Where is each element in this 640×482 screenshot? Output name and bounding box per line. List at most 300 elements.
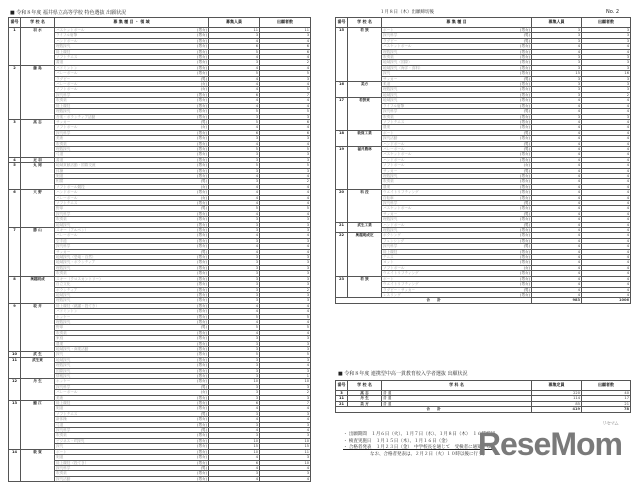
applicants: 4 bbox=[260, 476, 311, 481]
capacity: 4 bbox=[532, 217, 582, 222]
applicants: 3 bbox=[582, 87, 631, 92]
applicants: 4 bbox=[260, 309, 311, 314]
gender-type: (男女) bbox=[492, 179, 532, 184]
course-name: 普 通 bbox=[382, 401, 532, 406]
category-label: 地域探究 bbox=[55, 222, 167, 227]
category-label: ソフトボール bbox=[382, 265, 492, 270]
capacity: 220 bbox=[532, 391, 582, 396]
category-label: 地域貢献活動・国際交流 bbox=[55, 163, 167, 168]
gender-type: (男女) bbox=[167, 379, 209, 384]
capacity: 3 bbox=[209, 368, 260, 373]
applicants: 4 bbox=[260, 244, 311, 249]
capacity: 5 bbox=[209, 49, 260, 54]
gender-type: (男女) bbox=[167, 65, 209, 70]
school-number: 13 bbox=[9, 401, 21, 450]
capacity: 4 bbox=[209, 98, 260, 103]
school-number: 6 bbox=[9, 190, 21, 228]
capacity: 6 bbox=[209, 92, 260, 97]
applicants: 4 bbox=[260, 233, 311, 238]
applicants: 6 bbox=[260, 49, 311, 54]
applicants: 4 bbox=[582, 98, 631, 103]
school-name: 坂 井 bbox=[21, 303, 55, 352]
capacity: 4 bbox=[532, 168, 582, 173]
column-header: 番号 bbox=[336, 381, 348, 391]
gender-type: (男) bbox=[492, 287, 532, 292]
capacity: 3 bbox=[209, 179, 260, 184]
category-label: 吹奏楽 bbox=[382, 55, 492, 60]
category-label: 相撲 bbox=[55, 179, 167, 184]
gender-type: (男) bbox=[492, 244, 532, 249]
category-label: バスケットボール bbox=[55, 28, 167, 33]
school-name: 奥越明成定 bbox=[348, 233, 382, 276]
gender-type: (男女) bbox=[492, 55, 532, 60]
capacity: 3 bbox=[532, 60, 582, 65]
gender-type: (男女) bbox=[167, 255, 209, 260]
category-label: 探究科学 bbox=[55, 244, 167, 249]
applicants: 3 bbox=[260, 76, 311, 81]
capacity: 4 bbox=[209, 465, 260, 470]
school-name: 鯖 江 bbox=[21, 401, 55, 450]
applicants: 3 bbox=[260, 384, 311, 389]
applicants: 4 bbox=[582, 173, 631, 178]
school-number: 3 bbox=[9, 119, 21, 157]
category-label: フェンシング bbox=[382, 238, 492, 243]
gender-type: (男) bbox=[167, 249, 209, 254]
capacity: 4 bbox=[532, 249, 582, 254]
capacity: 11 bbox=[209, 28, 260, 33]
column-header: 募集定員 bbox=[532, 381, 582, 391]
applicants: 4 bbox=[260, 465, 311, 470]
applicants: 17 bbox=[582, 396, 631, 401]
school-number: 11 bbox=[336, 396, 348, 401]
gender-type: (男女) bbox=[492, 184, 532, 189]
category-label: 探究活動 bbox=[382, 136, 492, 141]
applicants: 1 bbox=[260, 374, 311, 379]
applicants: 3 bbox=[582, 76, 631, 81]
applicants: 4 bbox=[582, 168, 631, 173]
school-name: 高 志 bbox=[348, 391, 382, 396]
category-label: 剣道 bbox=[55, 406, 167, 411]
column-header: 学 校 名 bbox=[348, 381, 382, 391]
applicants: 4 bbox=[582, 136, 631, 141]
category-label: 探究科学 bbox=[55, 130, 167, 135]
school-number: 8 bbox=[9, 276, 21, 303]
category-label: 理数探究 bbox=[382, 87, 492, 92]
category-label: 理数探究 bbox=[382, 49, 492, 54]
gender-type: (男女) bbox=[167, 401, 209, 406]
category-label: 地域探究 bbox=[55, 357, 167, 362]
gender-type: (男女) bbox=[167, 157, 209, 162]
gender-type: (男女) bbox=[492, 249, 532, 254]
capacity: 4 bbox=[532, 255, 582, 260]
school-name: 藤 島 bbox=[21, 65, 55, 119]
gender-type: (男女) bbox=[167, 330, 209, 335]
gender-type: (男女) bbox=[167, 438, 209, 443]
applicants: 3 bbox=[582, 28, 631, 33]
category-label: テニス bbox=[382, 255, 492, 260]
category-label: ウエイトリフティング bbox=[382, 271, 492, 276]
gender-type: (男女) bbox=[167, 217, 209, 222]
category-label: 美術 bbox=[55, 395, 167, 400]
capacity: 4 bbox=[532, 190, 582, 195]
category-label: 探究科学 bbox=[382, 33, 492, 38]
total-label: 合 計 bbox=[336, 407, 532, 412]
applicants: 3 bbox=[260, 368, 311, 373]
school-name: 敦 賀 bbox=[21, 449, 55, 481]
gender-type: (男女) bbox=[167, 346, 209, 351]
column-header: 学 校 名 bbox=[21, 18, 55, 28]
capacity: 4 bbox=[532, 282, 582, 287]
category-label: ソフトボール bbox=[55, 87, 167, 92]
total-applicants: 1006 bbox=[582, 298, 631, 303]
gender-type: (男女) bbox=[167, 222, 209, 227]
note-result-detail: なお、合格者発表は、２月２日（火）１０時以後に行う。 bbox=[343, 451, 487, 457]
gender-type: (男女) bbox=[167, 98, 209, 103]
applicants: 4 bbox=[582, 157, 631, 162]
gender-type: (男女) bbox=[167, 136, 209, 141]
gender-type: (男) bbox=[492, 146, 532, 151]
school-number: 7 bbox=[9, 228, 21, 277]
note-period: ・ 出願期間 １月６日（火）、１月７日（水）、１月８日（木） １６時締切 bbox=[343, 432, 496, 437]
capacity: 4 bbox=[532, 276, 582, 281]
column-header: 番号 bbox=[9, 18, 21, 28]
applicants: 4 bbox=[582, 217, 631, 222]
category-label: ボランティア bbox=[55, 287, 167, 292]
applicants: 4 bbox=[582, 130, 631, 135]
total-capacity: 983 bbox=[532, 298, 582, 303]
category-label: ハンドボール bbox=[382, 141, 492, 146]
applicants: 4 bbox=[260, 82, 311, 87]
gender-type: (男女) bbox=[167, 303, 209, 308]
applicants: 3 bbox=[260, 114, 311, 119]
gender-type: (男女) bbox=[492, 173, 532, 178]
gender-type: (男女) bbox=[492, 233, 532, 238]
category-label: ハンドボール bbox=[55, 190, 167, 195]
category-label: ボート bbox=[382, 130, 492, 135]
category-label: 農業 bbox=[382, 184, 492, 189]
total-applicants: 78 bbox=[582, 407, 631, 412]
category-label: ボート bbox=[382, 28, 492, 33]
category-label: 空手道 bbox=[55, 238, 167, 243]
category-label: サッカー bbox=[55, 249, 167, 254]
page-number: No. 2 bbox=[606, 9, 620, 15]
gender-type: (男女) bbox=[492, 157, 532, 162]
capacity: 3 bbox=[532, 55, 582, 60]
capacity: 4 bbox=[532, 157, 582, 162]
category-label: 弓道 bbox=[55, 422, 167, 427]
applicants: 4 bbox=[260, 98, 311, 103]
category-label: 新体操 bbox=[55, 417, 167, 422]
gender-type: (男女) bbox=[167, 292, 209, 297]
applicants: 3 bbox=[582, 82, 631, 87]
capacity: 4 bbox=[532, 130, 582, 135]
capacity: 4 bbox=[532, 265, 582, 270]
category-label: 地域探究 bbox=[382, 92, 492, 97]
applicants: 5 bbox=[260, 352, 311, 357]
category-label: 家庭 bbox=[55, 336, 167, 341]
applicants: 3 bbox=[260, 238, 311, 243]
notes bbox=[343, 432, 495, 458]
applicants: 2 bbox=[260, 60, 311, 65]
school-name: 丹 生 bbox=[348, 396, 382, 401]
applicants: 3 bbox=[582, 114, 631, 119]
gender-type: (男女) bbox=[167, 287, 209, 292]
category-label: 体操 bbox=[55, 168, 167, 173]
capacity: 4 bbox=[532, 233, 582, 238]
applicants: 4 bbox=[582, 260, 631, 265]
category-label: 音楽・ボランティア活動 bbox=[55, 114, 167, 119]
school-number: 20 bbox=[336, 190, 348, 222]
capacity: 6 bbox=[209, 401, 260, 406]
gender-type: (男) bbox=[167, 428, 209, 433]
capacity: 4 bbox=[532, 271, 582, 276]
applicants: 3 bbox=[582, 60, 631, 65]
applicants: 21 bbox=[582, 401, 631, 406]
gender-type: (男) bbox=[492, 168, 532, 173]
school-number: 19 bbox=[336, 146, 348, 189]
applicants: 3 bbox=[260, 336, 311, 341]
gender-type: (男女) bbox=[167, 363, 209, 368]
applicants: 3 bbox=[260, 271, 311, 276]
category-label: ソフトテニス bbox=[55, 411, 167, 416]
capacity: 3 bbox=[209, 357, 260, 362]
capacity: 4 bbox=[209, 38, 260, 43]
integrated-school-table bbox=[335, 380, 631, 413]
category-label: バレーボール bbox=[55, 390, 167, 395]
category-label: レスリング bbox=[382, 292, 492, 297]
school-name: 高 志 bbox=[21, 119, 55, 157]
category-label: 吹奏楽 bbox=[55, 271, 167, 276]
gender-type: (男女) bbox=[492, 255, 532, 260]
capacity: 3 bbox=[209, 374, 260, 379]
capacity: 10 bbox=[209, 438, 260, 443]
applicants: 6 bbox=[260, 130, 311, 135]
category-label: 野球 bbox=[55, 325, 167, 330]
capacity: 3 bbox=[209, 298, 260, 303]
applicants: 4 bbox=[260, 249, 311, 254]
capacity: 3 bbox=[532, 33, 582, 38]
category-label: 理数探究 bbox=[382, 217, 492, 222]
applicants: 4 bbox=[582, 265, 631, 270]
category-label: 探究 bbox=[55, 444, 167, 449]
capacity: 4 bbox=[532, 238, 582, 243]
gender-type: (男女) bbox=[167, 146, 209, 151]
category-label: 農業 bbox=[382, 125, 492, 130]
category-label: 野球 bbox=[55, 206, 167, 211]
capacity: 3 bbox=[532, 28, 582, 33]
category-label: ホッケー bbox=[55, 314, 167, 319]
applicants: 3 bbox=[260, 152, 311, 157]
school-number: 14 bbox=[9, 449, 21, 481]
applicants: 3 bbox=[260, 298, 311, 303]
course-name: 普 通 bbox=[382, 396, 532, 401]
gender-type: (女) bbox=[167, 125, 209, 130]
category-label: サッカー bbox=[382, 76, 492, 81]
applicants: 4 bbox=[582, 119, 631, 124]
capacity: 3 bbox=[209, 255, 260, 260]
capacity: 4 bbox=[532, 49, 582, 54]
gender-type: (男女) bbox=[492, 82, 532, 87]
applicants: 4 bbox=[260, 184, 311, 189]
capacity: 4 bbox=[532, 222, 582, 227]
capacity: 3 bbox=[209, 238, 260, 243]
applicants: 3 bbox=[260, 228, 311, 233]
school-name: 大 野 bbox=[21, 190, 55, 228]
capacity: 5 bbox=[209, 119, 260, 124]
applicants: 3 bbox=[260, 168, 311, 173]
applicants: 3 bbox=[582, 38, 631, 43]
category-label: ラグビー bbox=[55, 76, 167, 81]
school-number: 3 bbox=[336, 391, 348, 396]
school-name: 福井農林 bbox=[348, 146, 382, 189]
category-label: 探究活動 bbox=[55, 476, 167, 481]
capacity: 10 bbox=[209, 379, 260, 384]
applicants: 3 bbox=[260, 357, 311, 362]
category-label: 理数探究 bbox=[55, 363, 167, 368]
category-label: 剣道 bbox=[55, 173, 167, 178]
gender-type: (男女) bbox=[167, 233, 209, 238]
category-label: 地域探究 bbox=[55, 292, 167, 297]
capacity: 3 bbox=[209, 136, 260, 141]
capacity: 4 bbox=[532, 98, 582, 103]
gender-type: (男女) bbox=[167, 433, 209, 438]
applicants: 4 bbox=[260, 38, 311, 43]
applicants: 10 bbox=[260, 379, 311, 384]
gender-type: (男) bbox=[492, 109, 532, 114]
gender-type: (男) bbox=[492, 201, 532, 206]
gender-type: (男) bbox=[492, 211, 532, 216]
gender-type: (男女) bbox=[167, 368, 209, 373]
capacity: 4 bbox=[532, 44, 582, 49]
category-label: ハンドボール bbox=[382, 157, 492, 162]
capacity: 4 bbox=[209, 428, 260, 433]
gender-type: (男女) bbox=[492, 60, 532, 65]
applicants: 4 bbox=[260, 406, 311, 411]
gender-type: (男) bbox=[492, 222, 532, 227]
applicants: 4 bbox=[582, 190, 631, 195]
gender-type: (男女) bbox=[492, 217, 532, 222]
category-label: ソフトテニス bbox=[55, 201, 167, 206]
applicants: 3 bbox=[260, 255, 311, 260]
capacity: 4 bbox=[532, 195, 582, 200]
gender-type: (男) bbox=[167, 411, 209, 416]
gender-type: (男女) bbox=[492, 228, 532, 233]
gender-type: (女) bbox=[167, 82, 209, 87]
category-label: 理数探究 bbox=[55, 298, 167, 303]
applicants: 3 bbox=[260, 422, 311, 427]
gender-type: (男) bbox=[167, 325, 209, 330]
category-label: 柔道 bbox=[382, 82, 492, 87]
gender-type: (男女) bbox=[167, 114, 209, 119]
applicants: 3 bbox=[260, 33, 311, 38]
capacity: 4 bbox=[209, 309, 260, 314]
gender-type: (男女) bbox=[167, 190, 209, 195]
applicants: 40 bbox=[582, 391, 631, 396]
applicants: 4 bbox=[582, 152, 631, 157]
gender-type: (男女) bbox=[492, 195, 532, 200]
school-number: 2 bbox=[9, 65, 21, 119]
applicants: 4 bbox=[582, 255, 631, 260]
school-name: 足 羽 bbox=[21, 157, 55, 162]
school-number: 18 bbox=[336, 130, 348, 146]
category-label: ソフトテニス bbox=[55, 55, 167, 60]
capacity: 3 bbox=[209, 265, 260, 270]
gender-type: (男女) bbox=[167, 28, 209, 33]
category-label: 理数探究 bbox=[55, 319, 167, 324]
applicants: 10 bbox=[260, 438, 311, 443]
applicants: 4 bbox=[582, 201, 631, 206]
school-number: 15 bbox=[336, 28, 348, 82]
gender-type: (男女) bbox=[492, 206, 532, 211]
capacity: 10 bbox=[209, 449, 260, 454]
capacity: 4 bbox=[532, 146, 582, 151]
category-label: 陸上競技（跳躍・投てき） bbox=[55, 303, 167, 308]
category-label: ボート bbox=[382, 276, 492, 281]
gender-type: (男女) bbox=[167, 260, 209, 265]
applicants: 4 bbox=[582, 49, 631, 54]
column-header: 募集人員 bbox=[209, 18, 260, 28]
category-label: 地域探究 bbox=[382, 98, 492, 103]
capacity: 3 bbox=[209, 33, 260, 38]
bottom-title: ■ 令和８年度 連携型中高一貫教育校入学者選抜 出願状況 bbox=[338, 371, 468, 377]
deadline-note: １月８日（木）出願締切後 bbox=[380, 10, 434, 15]
applicants: 3 bbox=[260, 341, 311, 346]
school-number: 4 bbox=[9, 157, 21, 162]
gender-type: (男女) bbox=[492, 114, 532, 119]
applicants: 2 bbox=[260, 179, 311, 184]
category-label: 探究科学 bbox=[55, 92, 167, 97]
gender-type: (女) bbox=[167, 87, 209, 92]
category-label: ラグビー bbox=[382, 38, 492, 43]
capacity: 6 bbox=[209, 44, 260, 49]
capacity: 4 bbox=[532, 228, 582, 233]
capacity: 3 bbox=[209, 422, 260, 427]
capacity: 4 bbox=[209, 76, 260, 81]
category-label: 国際探究 bbox=[55, 368, 167, 373]
capacity: 4 bbox=[209, 406, 260, 411]
capacity: 5 bbox=[209, 146, 260, 151]
category-label: ソフトテニス bbox=[382, 119, 492, 124]
category-label: バスケットボール bbox=[382, 206, 492, 211]
applicants: 4 bbox=[260, 330, 311, 335]
applicants: 4 bbox=[582, 163, 631, 168]
gender-type: (女) bbox=[167, 390, 209, 395]
category-label: 陸上競技 bbox=[55, 401, 167, 406]
gender-type: (男女) bbox=[167, 276, 209, 281]
school-number: 12 bbox=[9, 379, 21, 401]
gender-type: (男女) bbox=[167, 228, 209, 233]
gender-type: (男女) bbox=[492, 282, 532, 287]
category-label: バスケットボール bbox=[382, 152, 492, 157]
category-label: 理数探究 bbox=[55, 146, 167, 151]
applicants: 4 bbox=[582, 44, 631, 49]
applicants: 4 bbox=[260, 190, 311, 195]
category-label: バレーボール bbox=[382, 146, 492, 151]
category-label: ライフル射撃 bbox=[55, 33, 167, 38]
gender-type: (男女) bbox=[492, 271, 532, 276]
gender-type: (男女) bbox=[167, 298, 209, 303]
capacity: 3 bbox=[532, 65, 582, 70]
category-label: 吹奏楽 bbox=[55, 330, 167, 335]
gender-type: (女) bbox=[492, 163, 532, 168]
gender-type: (男女) bbox=[167, 33, 209, 38]
capacity: 4 bbox=[209, 190, 260, 195]
school-name: 若狭東 bbox=[348, 98, 382, 130]
gender-type: (男女) bbox=[167, 417, 209, 422]
capacity: 5 bbox=[209, 206, 260, 211]
column-header: 募集人員 bbox=[532, 18, 582, 28]
capacity: 4 bbox=[532, 152, 582, 157]
